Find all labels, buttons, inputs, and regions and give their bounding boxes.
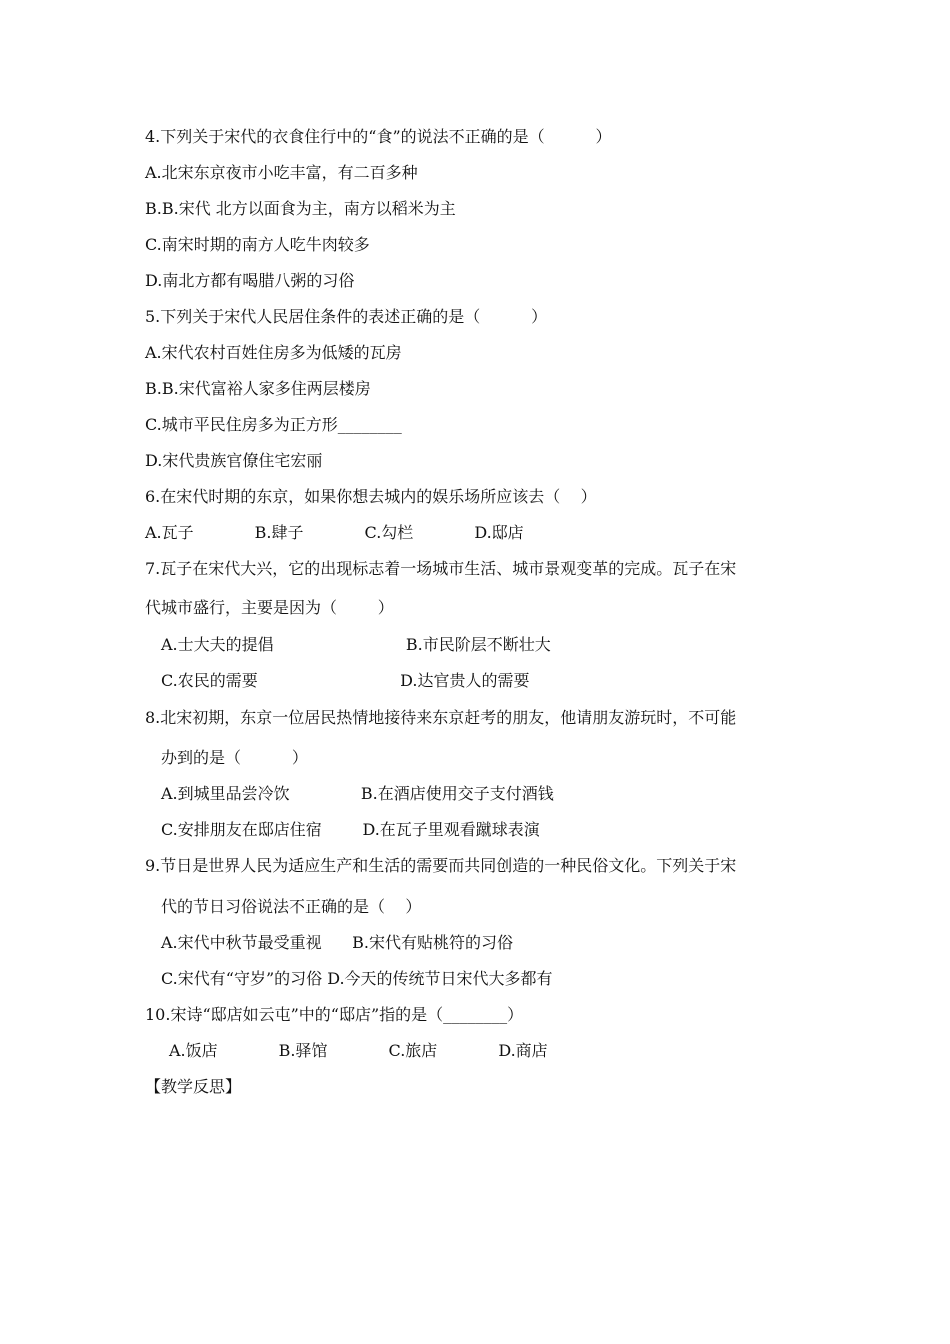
question-4-option-c: C.南宋时期的南方人吃牛肉较多 [145,235,370,254]
question-6-stem: 6.在宋代时期的东京，如果你想去城内的娱乐场所应该去（ ） [145,487,597,506]
question-4-option-d: D.南北方都有喝腊八粥的习俗 [145,271,355,290]
question-7-options-row-2: C.农民的需要 D.达官贵人的需要 [161,671,530,690]
question-8-stem-line-2: 办到的是（ ） [161,748,308,767]
question-9-stem-line-2: 代的节日习俗说法不正确的是（ ） [161,897,422,916]
question-10-options: A.饭店 B.驿馆 C.旅店 D.商店 [169,1041,548,1060]
question-7-stem-line-2: 代城市盛行，主要是因为（ ） [145,598,394,617]
question-5-option-d: D.宋代贵族官僚住宅宏丽 [145,451,323,470]
question-8-options-row-1: A.到城里品尝冷饮 B.在酒店使用交子支付酒钱 [161,784,554,803]
question-10-stem: 10.宋诗“邸店如云屯”中的“邸店”指的是（________） [145,1005,524,1024]
question-5-stem: 5.下列关于宋代人民居住条件的表述正确的是（ ） [145,307,548,326]
question-8-options-row-2: C.安排朋友在邸店住宿 D.在瓦子里观看蹴球表演 [161,820,540,839]
question-4-option-a: A.北宋东京夜市小吃丰富，有二百多种 [145,163,418,182]
question-4-option-b: B.B.宋代 北方以面食为主，南方以稻米为主 [145,199,456,218]
question-5-option-a: A.宋代农村百姓住房多为低矮的瓦房 [145,343,402,362]
question-9-stem-line-1: 9.节日是世界人民为适应生产和生活的需要而共同创造的一种民俗文化。下列关于宋 [145,856,737,875]
question-9-options-row-1: A.宋代中秋节最受重视 B.宋代有贴桃符的习俗 [161,933,514,952]
question-9-options-row-2: C.宋代有“守岁”的习俗 D.今天的传统节日宋代大多都有 [161,969,553,988]
question-5-option-c: C.城市平民住房多为正方形________ [145,415,402,434]
question-4-stem: 4.下列关于宋代的衣食住行中的“食”的说法不正确的是（ ） [145,127,612,146]
question-6-options: A.瓦子 B.肆子 C.勾栏 D.邸店 [145,523,524,542]
question-5-option-b: B.B.宋代富裕人家多住两层楼房 [145,379,371,398]
question-7-stem-line-1: 7.瓦子在宋代大兴，它的出现标志着一场城市生活、城市景观变革的完成。瓦子在宋 [145,559,737,578]
teaching-reflection-heading: 【教学反思】 [145,1077,242,1096]
question-7-options-row-1: A.士大夫的提倡 B.市民阶层不断壮大 [161,635,551,654]
question-8-stem-line-1: 8.北宋初期，东京一位居民热情地接待来东京赶考的朋友，他请朋友游玩时，不可能 [145,708,737,727]
